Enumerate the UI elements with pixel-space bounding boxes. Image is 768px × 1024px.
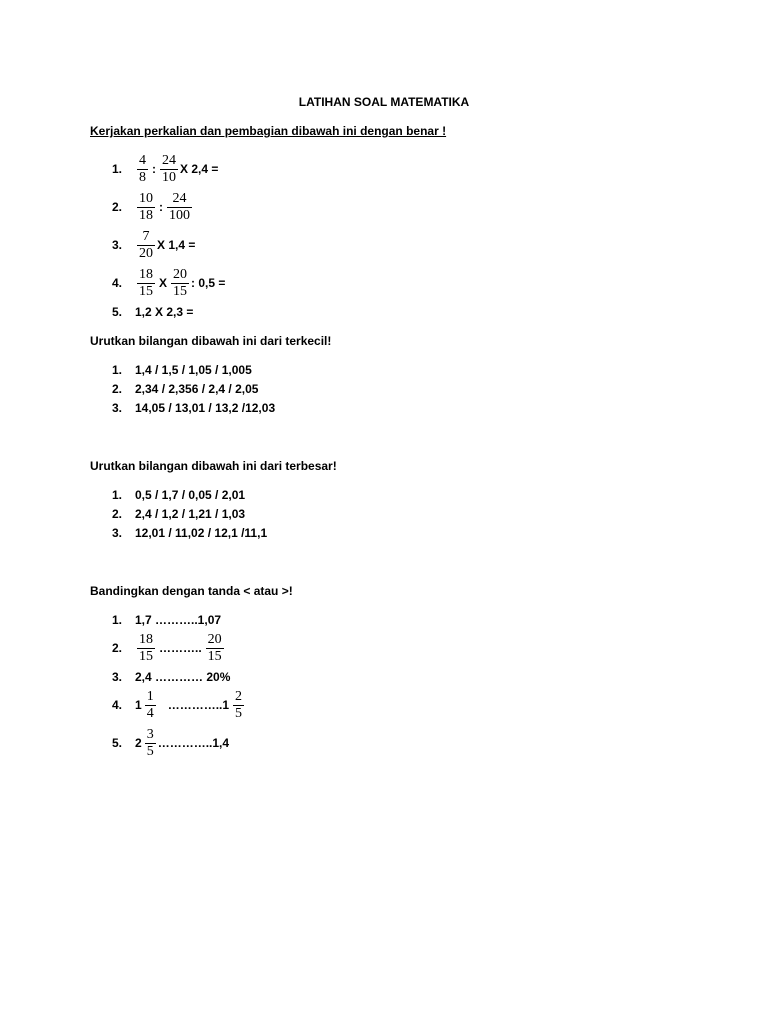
item-text: 0,5 / 1,7 / 0,05 / 2,01 [135,488,246,502]
list-item [112,523,267,543]
item-number: 5. [112,736,123,750]
fraction: $\frac{24}{10}$ [162,152,176,185]
item-number: 2. [112,382,123,396]
operator: : [152,162,156,176]
fraction: $\frac{2}{5}$ [235,688,243,721]
item-number: 1. [112,363,123,377]
item-number: 1. [112,613,123,627]
list-item [112,190,194,223]
item-text: 14,05 / 13,01 / 13,2 /12,03 [135,401,276,415]
list-item [112,228,196,261]
item-text: 1,2 X 2,3 = [135,305,194,319]
list-item [112,610,221,630]
item-text: 2,34 / 2,356 / 2,4 / 2,05 [135,382,259,396]
mixed-number-whole: 2 [135,736,142,750]
item-number: 3. [112,670,123,684]
list-item [112,688,246,721]
operator: X [159,276,168,290]
item-text: 2,4 ………… 20% [135,670,231,684]
item-number: 4. [112,698,123,712]
expression-tail: : 0,5 = [191,276,226,290]
fraction: $\frac{4}{8}$ [139,152,146,185]
fraction: $\frac{20}{15}$ [173,266,188,299]
item-number: 3. [112,526,123,540]
item-number: 5. [112,305,123,319]
item-number: 3. [112,401,123,415]
item-text: 1,7 ………..1,07 [135,613,222,627]
section-heading-descending: Urutkan bilangan dibawah ini dari terbesar! [90,459,337,473]
list-item [112,379,258,399]
item-number: 2. [112,641,123,655]
list-item [112,726,230,759]
fraction: $\frac{18}{15}$ [139,266,153,299]
item-number: 2. [112,200,123,214]
list-item [112,667,230,687]
item-number: 2. [112,507,123,521]
item-number: 1. [112,162,123,176]
fraction: $\frac{7}{20}$ [139,228,153,261]
list-item [112,152,219,185]
list-item [112,266,226,299]
comparison-blank: …………..1 [167,698,230,712]
fraction: $\frac{20}{15}$ [207,631,222,664]
section-heading-ascending: Urutkan bilangan dibawah ini dari terkecil! [90,334,332,348]
list-item [112,631,226,664]
fraction: $\frac{18}{15}$ [139,631,153,664]
item-number: 1. [112,488,123,502]
fraction: $\frac{1}{4}$ [146,688,154,721]
item-text: 2,4 / 1,2 / 1,21 / 1,03 [135,507,246,521]
fraction: $\frac{10}{18}$ [139,190,153,223]
expression-tail: X 2,4 = [180,162,219,176]
list-item [112,504,245,524]
expression-tail: …………..1,4 [157,736,230,750]
mixed-number-whole: 1 [135,698,142,712]
list-item [112,302,193,322]
section-heading-multiplication-division: Kerjakan perkalian dan pembagian dibawah ini dengan benar ! [90,124,447,138]
page-title: LATIHAN SOAL MATEMATIKA [298,95,470,109]
fraction: $\frac{3}{5}$ [146,726,154,759]
expression-tail: X 1,4 = [157,238,196,252]
list-item [112,398,275,418]
item-number: 3. [112,238,123,252]
comparison-blank: ……….. [159,641,202,655]
operator: : [159,200,163,214]
item-text: 1,4 / 1,5 / 1,05 / 1,005 [135,363,252,377]
item-number: 4. [112,276,123,290]
list-item [112,485,245,505]
list-item [112,360,252,380]
item-text: 12,01 / 11,02 / 12,1 /11,1 [135,526,268,540]
section-heading-compare: Bandingkan dengan tanda < atau >! [90,584,293,598]
fraction: $\frac{24}{100}$ [169,190,190,223]
